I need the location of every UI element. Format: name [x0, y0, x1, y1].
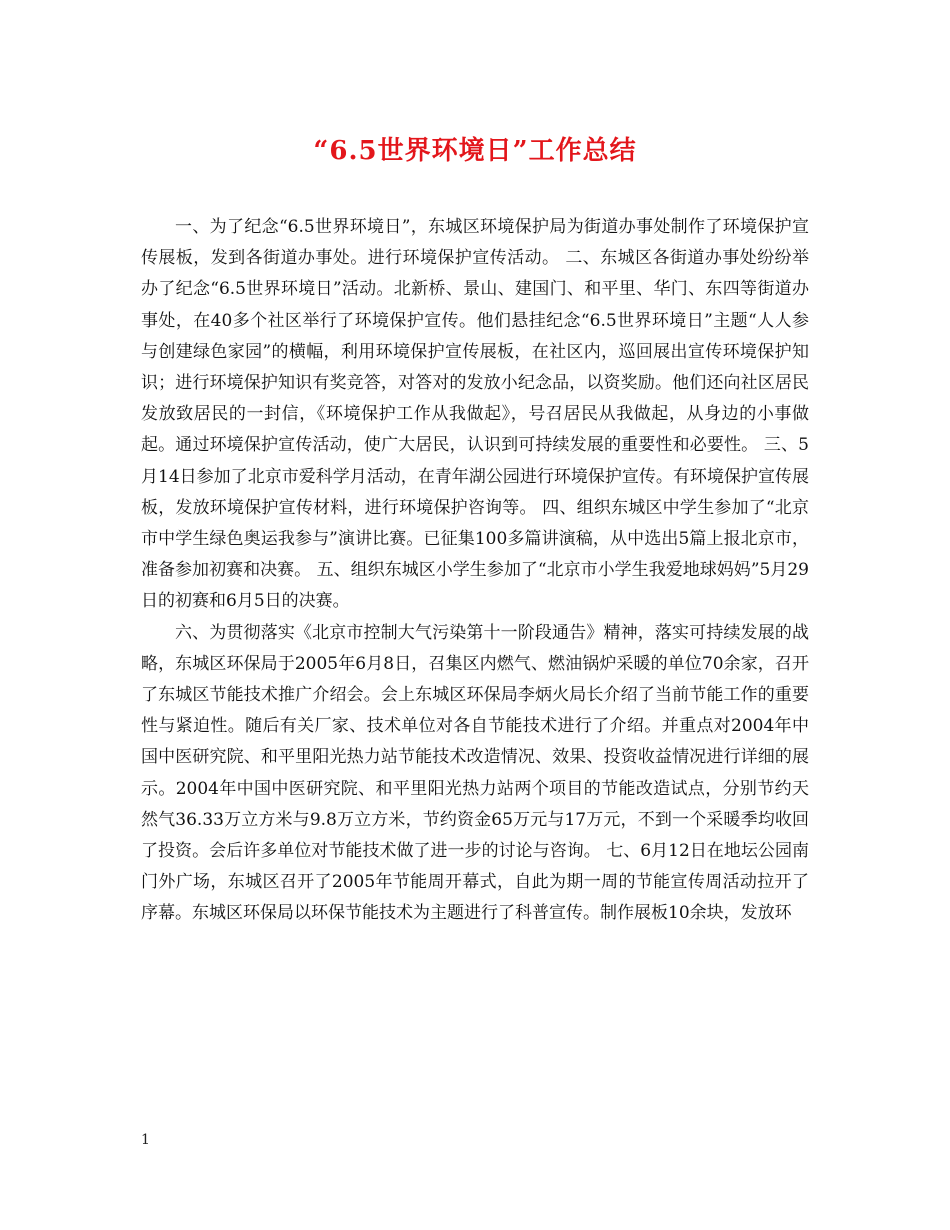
document-body [141, 212, 809, 930]
document-title: “6.5世界环境日”工作总结 [313, 136, 637, 166]
page-number: 1 [141, 1132, 150, 1148]
paragraph-1: 一、为了纪念“6.5世界环境日”，东城区环境保护局为街道办事处制作了环境保护宣传展板，发到各街道办事处。进行环境保护宣传活动。 二、东城区各街道办事处纷纷举办了纪念“6.5世界环境日”活动。北新桥、景山、建国门、和平里、华门、东四等街道办事处，在40多个社区举行了环境保护宣传。他们悬挂纪念“6.5世界环境日”主题“人人参与创建绿色家园”的横幅，利用环境保护宣传展板，在社区内，巡回展出宣传环境保护知识；进行环境保护知识有奖竞答，对答对的发放小纪念品，以资奖励。他们还向社区居民发放致居民的一封信，《环境保护工作从我做起》，号召居民从我做起，从身边的小事做起。通过环境保护宣传活动，使广大居民，认识到可持续发展的重要性和必要性。 三、5月14日参加了北京市爱科学月活动，在青年湖公园进行环境保护宣传。有环境保护宣传展板，发放环境保护宣传材料，进行环境保护咨询等。 四、组织东城区中学生参加了“北京市中学生绿色奥运我参与”演讲比赛。已征集100多篇讲演稿，从中选出5篇上报北京市，准备参加初赛和决赛。 五、组织东城区小学生参加了“北京市小学生我爱地球妈妈”5月29日的初赛和6月5日的决赛。 [141, 217, 809, 612]
paragraph-2: 六、为贯彻落实《北京市控制大气污染第十一阶段通告》精神，落实可持续发展的战略，东城区环保局于2005年6月8日，召集区内燃气、燃油锅炉采暖的单位70余家，召开了东城区节能技术推广介绍会。会上东城区环保局李炳火局长介绍了当前节能工作的重要性与紧迫性。随后有关厂家、技术单位对各自节能技术进行了介绍。并重点对2004年中国中医研究院、和平里阳光热力站节能技术改造情况、效果、投资收益情况进行详细的展示。2004年中国中医研究院、和平里阳光热力站两个项目的节能改造试点，分别节约天然气36.33万立方米与9.8万立方米，节约资金65万元与17万元，不到一个采暖季均收回了投资。会后许多单位对节能技术做了进一步的讨论与咨询。 七、6月12日在地坛公园南门外广场，东城区召开了2005年节能周开幕式，自此为期一周的节能宣传周活动拉开了序幕。东城区环保局以环保节能技术为主题进行了科普宣传。制作展板10余块，发放环 [141, 622, 809, 924]
